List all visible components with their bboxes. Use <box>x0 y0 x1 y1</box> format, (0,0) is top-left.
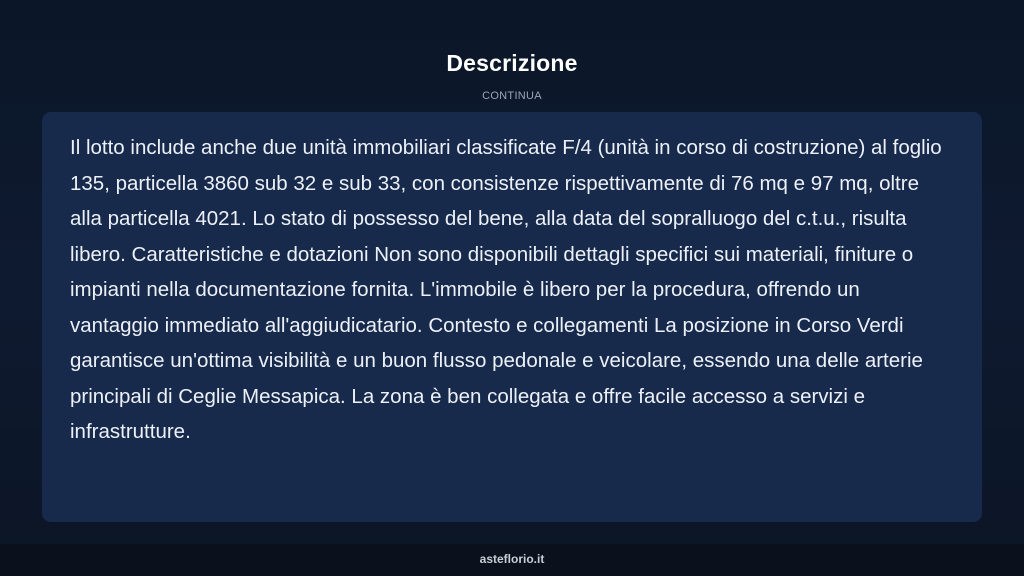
description-text: Il lotto include anche due unità immobiliari classificate F/4 (unità in corso di costruzione) al foglio 135, particella 3860 sub 32 e sub 33, con consistenze rispettivamente di 76 mq e 97 mq, oltre alla particella 4021. Lo stato di possesso del bene, alla data del sopralluogo del c.t.u., risulta libero. Caratteristiche e dotazioni Non sono disponibili dettagli specifici sui materiali, finiture o impianti nella documentazione fornita. L'immobile è libero per la procedura, offrendo un vantaggio immediato all'aggiudicatario. Contesto e collegamenti La posizione in Corso Verdi garantisce un'ottima visibilità e un buon flusso pedonale e veicolare, essendo una delle arterie principali di Ceglie Messapica. La zona è ben collegata e offre facile accesso a servizi e infrastrutture. <box>70 136 942 443</box>
page-title: Descrizione <box>446 50 578 76</box>
description-card <box>42 112 982 522</box>
page-subtitle: CONTINUA <box>482 90 542 102</box>
footer-bar <box>0 544 1024 576</box>
footer-site-label: asteflorio.it <box>479 552 545 566</box>
